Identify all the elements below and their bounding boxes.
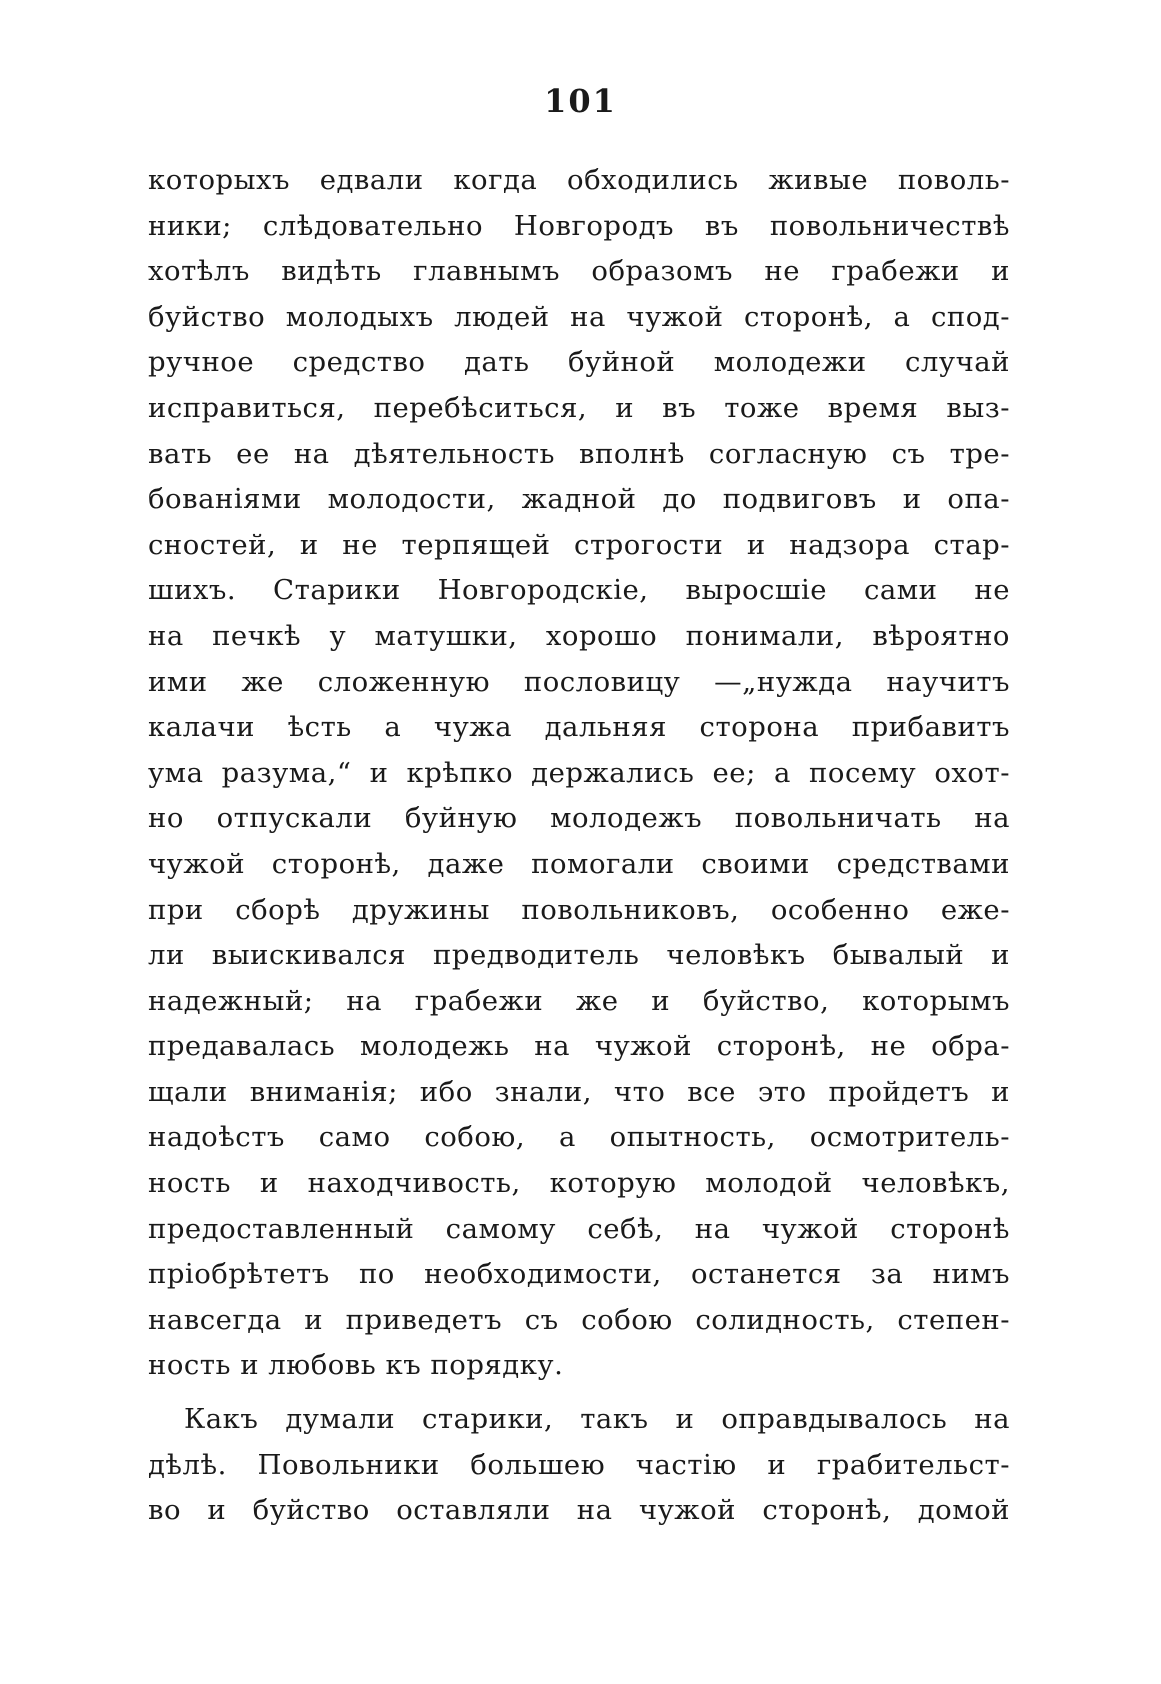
text-body — [148, 158, 1010, 1534]
text-line: при сборѣ дружины повольниковъ, особенно еже- — [148, 893, 1010, 926]
text-line: ума разума,“ и крѣпко держались ее; а посему охот- — [148, 756, 1010, 789]
text-line: хотѣлъ видѣть главнымъ образомъ не грабежи и — [148, 255, 1010, 288]
text-line: сностей, и не терпящей строгости и надзора стар- — [148, 528, 1010, 561]
text-line: ники; слѣдовательно Новгородъ въ повольничествѣ — [148, 209, 1010, 242]
text-line: Какъ думали старики, такъ и оправдывалось на — [184, 1403, 1010, 1436]
text-line: надоѣстъ само собою, а опытность, осмотритель- — [148, 1121, 1010, 1154]
text-line: навсегда и приведетъ съ собою солидность, степен- — [148, 1303, 1010, 1336]
text-line: буйство молодыхъ людей на чужой сторонѣ, а спод- — [148, 300, 1010, 333]
text-line: ли выискивался предводитель человѣкъ бывалый и — [148, 939, 1010, 972]
text-line: ими же сложенную пословицу —„нужда научитъ — [148, 665, 1010, 698]
text-line: надежный; на грабежи же и буйство, которымъ — [148, 984, 1010, 1017]
text-line: ность и находчивость, которую молодой человѣкъ, — [148, 1167, 1010, 1200]
text-line: пріобрѣтетъ по необходимости, останется за нимъ — [148, 1258, 1010, 1291]
text-line: которыхъ едвали когда обходились живые поволь- — [148, 164, 1010, 196]
text-line: вать ее на дѣятельность вполнѣ согласную съ тре- — [148, 437, 1010, 470]
paragraph-1 — [148, 158, 1010, 1389]
text-line: щали вниманія; ибо знали, что все это пройдетъ и — [148, 1075, 1010, 1108]
paragraph-2 — [148, 1397, 1010, 1534]
text-line: бованіями молодости, жадной до подвиговъ и опа- — [148, 483, 1010, 516]
text-line: на печкѣ у матушки, хорошо понимали, вѣроятно — [148, 619, 1010, 652]
text-line: шихъ. Старики Новгородскіе, выросшіе сами не — [148, 574, 1010, 607]
text-line: но отпускали буйную молодежъ повольничать на — [148, 802, 1010, 835]
text-line: ручное средство дать буйной молодежи случай — [148, 346, 1010, 379]
paragraph-gap — [148, 1389, 1010, 1397]
text-line: во и буйство оставляли на чужой сторонѣ, домой — [148, 1494, 1010, 1527]
text-line: предоставленный самому себѣ, на чужой сторонѣ — [148, 1212, 1010, 1245]
text-line: предавалась молодежь на чужой сторонѣ, не обра- — [148, 1030, 1010, 1063]
text-line: исправиться, перебѣситься, и въ тоже время выз- — [148, 391, 1010, 424]
text-line: дѣлѣ. Повольники большею частію и грабительст- — [148, 1448, 1010, 1481]
text-line: калачи ѣсть а чужа дальняя сторона прибавитъ — [148, 711, 1010, 744]
text-line: чужой сторонѣ, даже помогали своими средствами — [148, 847, 1010, 880]
page-number: 101 — [544, 82, 617, 120]
text-line: ность и любовь къ порядку. — [148, 1349, 564, 1382]
